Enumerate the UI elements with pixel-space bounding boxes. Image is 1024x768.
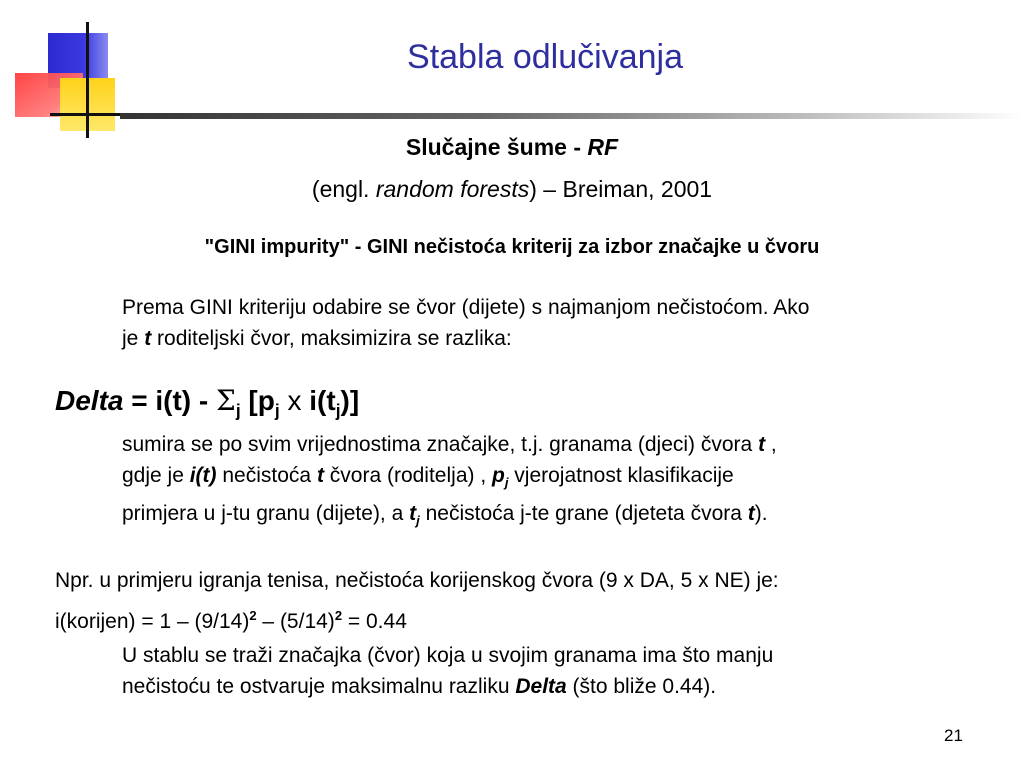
gini-heading: "GINI impurity" - GINI nečistoća kriterij za izbor značajke u čvoru bbox=[204, 236, 820, 258]
subtitle-engl bbox=[0, 176, 1024, 203]
engl-open: (engl. bbox=[311, 176, 376, 202]
para1-je: je bbox=[122, 327, 145, 350]
logo-horizontal-line bbox=[50, 113, 130, 116]
para2-it: i(t) bbox=[189, 464, 217, 487]
para1-t: t bbox=[144, 327, 152, 350]
slide-title: Stabla odlučivanja bbox=[407, 38, 683, 76]
para2-p: p bbox=[492, 464, 505, 487]
para5-line2a: nečistoću te ostvaruje maksimalnu razliku bbox=[122, 675, 516, 698]
para2-g: primjera u j-tu granu (dijete), a bbox=[122, 502, 410, 526]
para2-i: ). bbox=[754, 502, 768, 526]
para2-a: sumira se po svim vrijednostima značajke, t.j. granama (djeci) čvora bbox=[122, 433, 759, 456]
para2-tj: j bbox=[416, 513, 420, 529]
para2-e: čvora (roditelja) , bbox=[323, 464, 492, 487]
formula-it: i(t bbox=[309, 385, 336, 416]
root-impurity-formula bbox=[55, 600, 995, 637]
subtitle-main: Slučajne šume - bbox=[405, 134, 588, 160]
formula-eq: = i(t) - bbox=[123, 385, 217, 416]
para5-line2b: (što bliže 0.44). bbox=[566, 675, 717, 698]
para2-b: , bbox=[765, 433, 777, 456]
paragraph-gini-criterion bbox=[122, 292, 992, 354]
formula-sub-j: j bbox=[235, 400, 241, 421]
para5-delta: Delta bbox=[515, 675, 567, 698]
para1-rest: roditeljski čvor, maksimizira se razlika: bbox=[151, 327, 512, 350]
para2-c: gdje je bbox=[122, 464, 190, 487]
para4-exp1: 2 bbox=[249, 608, 257, 623]
para1-line1: Prema GINI kriteriju odabire se čvor (dijete) s najmanjom nečistoćom. Ako bbox=[122, 296, 810, 319]
title-rule bbox=[120, 113, 1024, 119]
para2-f: vjerojatnost klasifikacije bbox=[508, 464, 734, 487]
para2-pj: j bbox=[504, 475, 509, 491]
subtitle-heading bbox=[0, 134, 1024, 161]
delta-formula bbox=[55, 384, 359, 422]
paragraph-formula-explanation bbox=[122, 429, 992, 536]
para2-t4: t bbox=[747, 502, 755, 526]
para4-b: – (5/14) bbox=[256, 610, 335, 633]
formula-x: x bbox=[279, 385, 310, 416]
para2-d: nečistoća bbox=[216, 464, 317, 487]
logo-vertical-line bbox=[86, 22, 89, 138]
paragraph-example: Npr. u primjeru igranja tenisa, nečistoća korijenskog čvora (9 x DA, 5 x NE) je: bbox=[55, 569, 779, 592]
para5-line1: U stablu se traži značajka (čvor) koja u svojim granama ima što manju bbox=[122, 644, 774, 667]
formula-sub-j3: j bbox=[335, 400, 341, 421]
formula-delta: Delta bbox=[55, 385, 124, 416]
para2-t2: t bbox=[316, 464, 324, 487]
para4-exp2: 2 bbox=[334, 608, 343, 623]
para2-t1: t bbox=[758, 433, 766, 456]
engl-close: ) – Breiman, 2001 bbox=[529, 176, 713, 202]
formula-bracket-p: [p bbox=[240, 385, 275, 416]
page-number: 21 bbox=[944, 726, 963, 745]
para4-a: i(korijen) = 1 – (9/14) bbox=[55, 610, 250, 633]
para2-h: nečistoća j-te grane (djeteta čvora bbox=[419, 502, 748, 526]
sigma-symbol: Σ bbox=[216, 384, 236, 417]
formula-close: )] bbox=[340, 385, 360, 416]
paragraph-conclusion bbox=[122, 640, 992, 702]
engl-term: random forests bbox=[375, 176, 530, 202]
para2-t3: t bbox=[409, 502, 417, 526]
para4-c: = 0.44 bbox=[342, 610, 407, 633]
formula-sub-j2: j bbox=[274, 400, 280, 421]
subtitle-abbr: RF bbox=[587, 134, 619, 160]
